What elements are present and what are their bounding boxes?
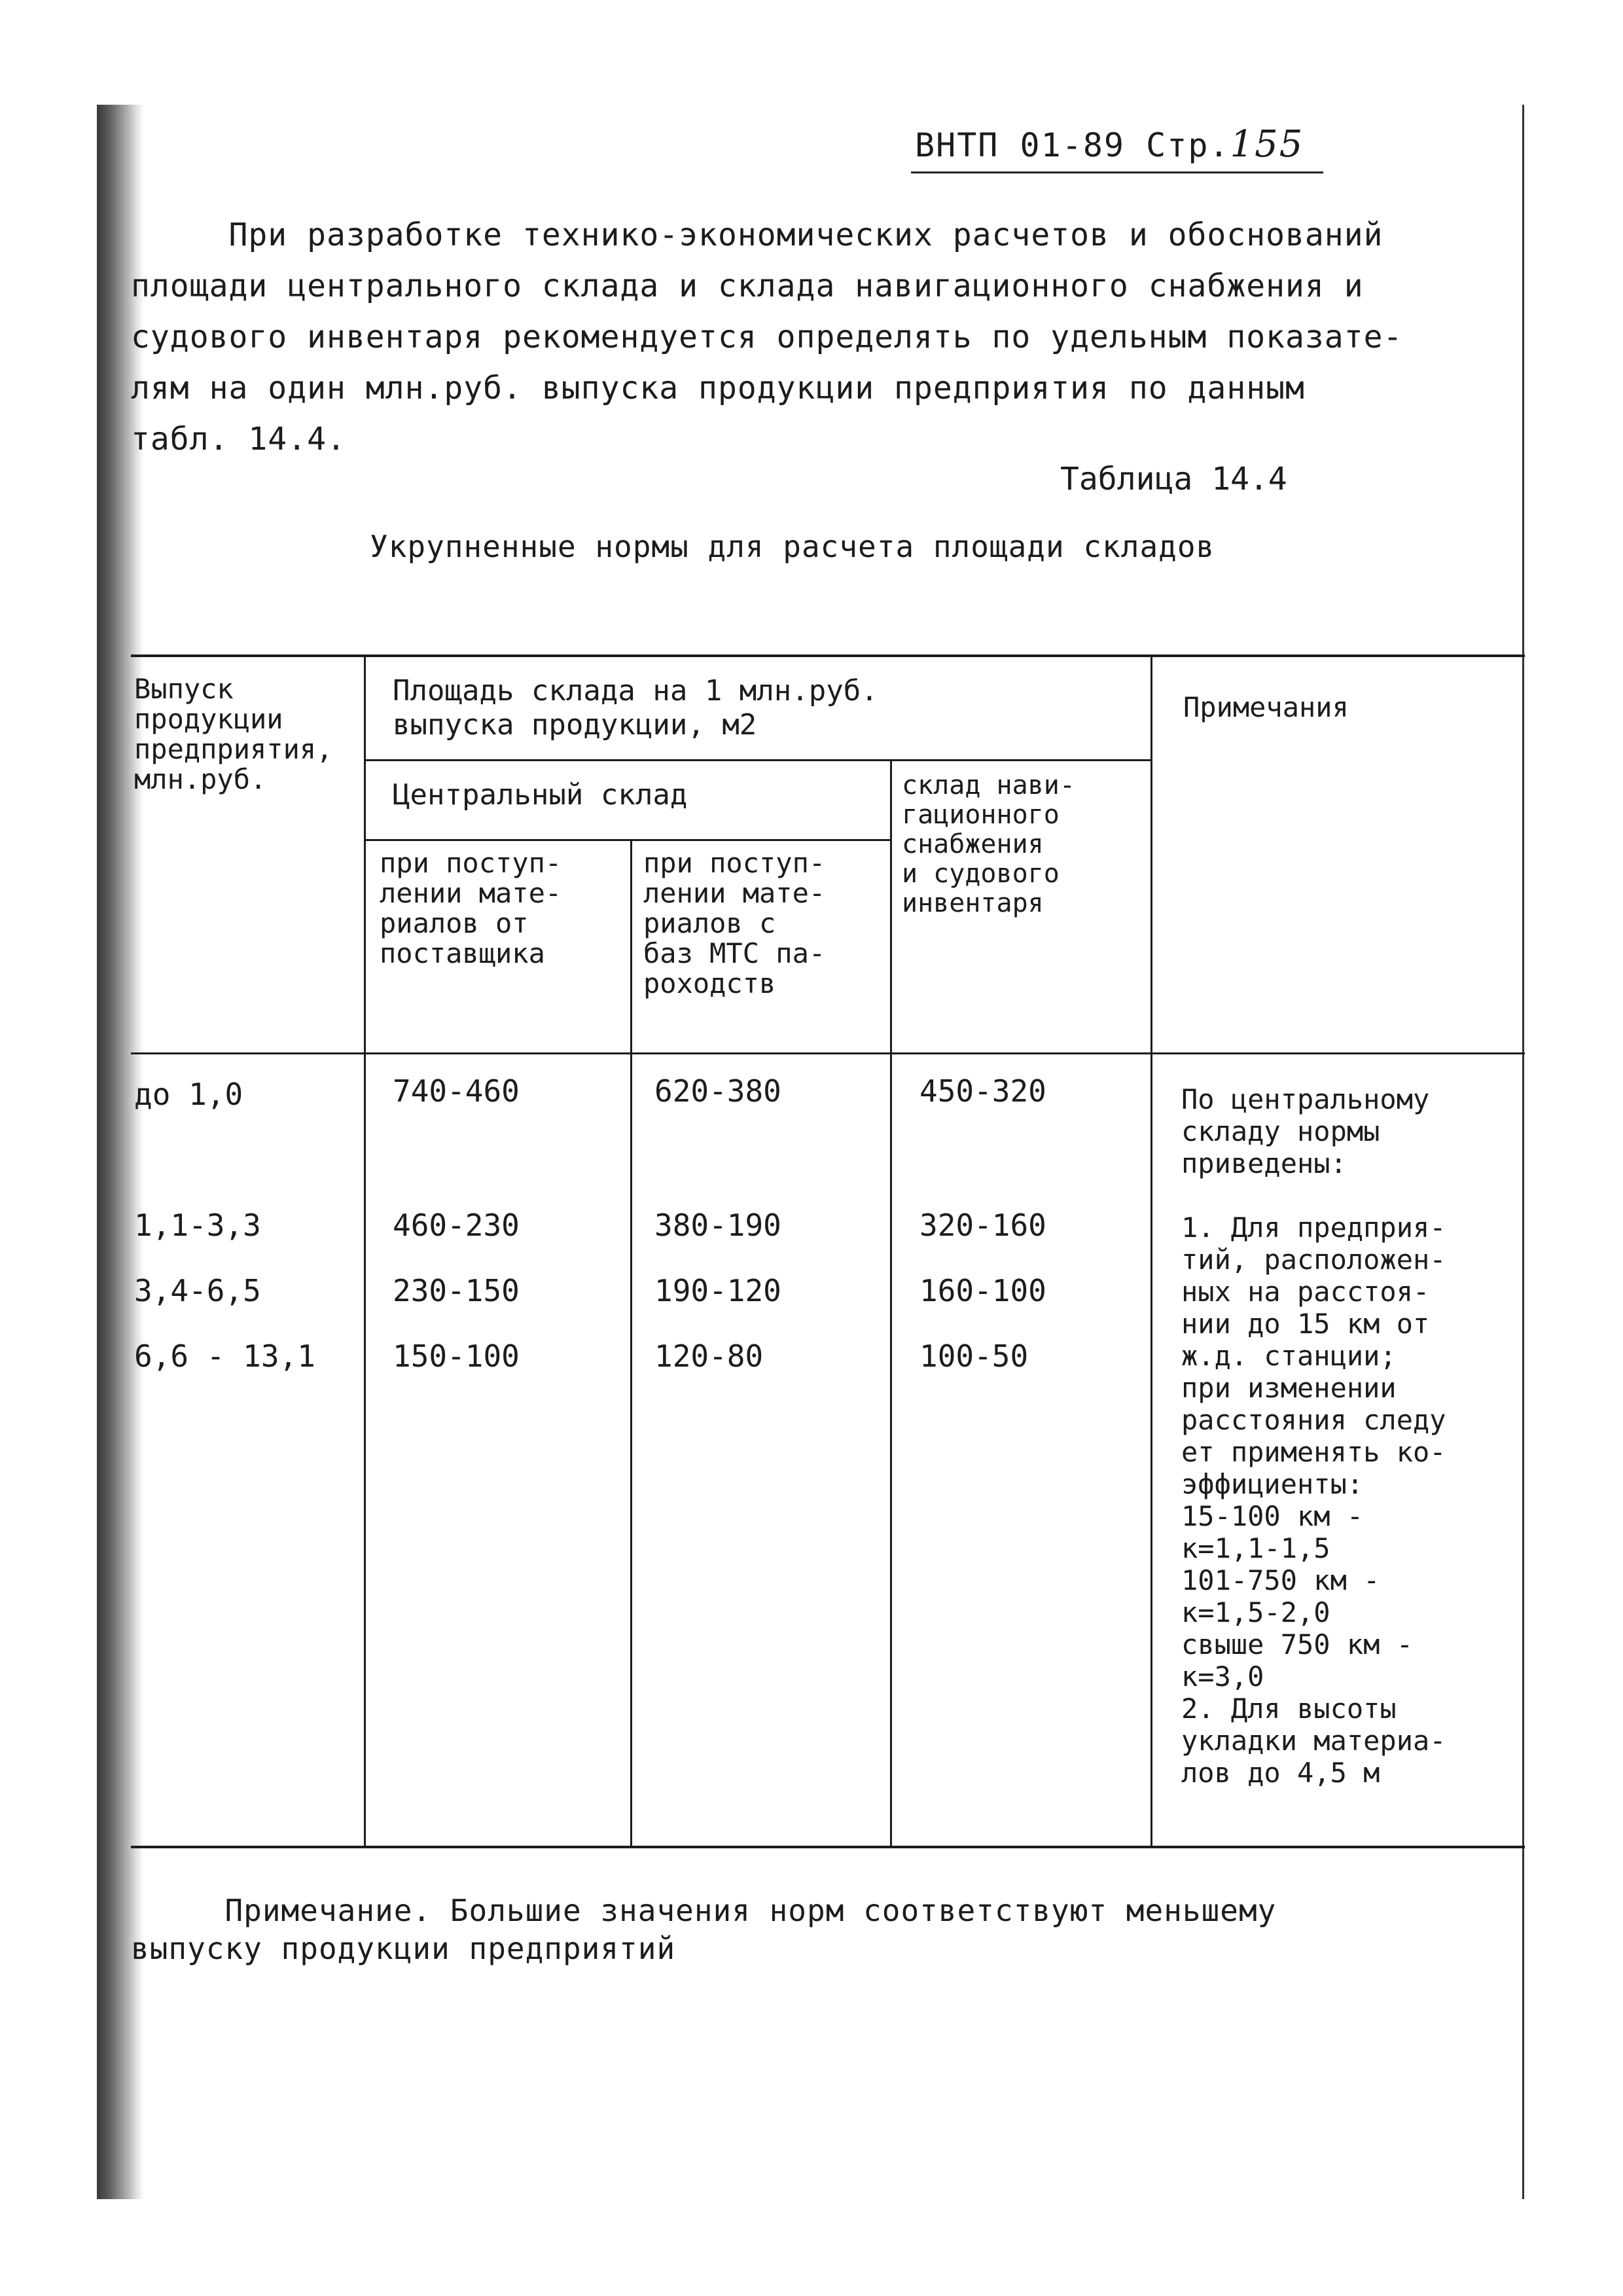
- notes-column-text: По центральному складу нормы приведены: 1. Для предприя- тий, расположен- ных на расстоя- нии до 15 км от ж.д. станции; при изменении расстояния следу ет применять ко- эффициенты: 15-100 км - к=1,1-1,5 101-750 км - к=1,5-2,0 свыше 750 км - к=3,0 2. Для высоты укладки материа- лов до 4,5 м: [1181, 1083, 1446, 1789]
- scan-edge-right: [1522, 105, 1524, 2199]
- footnote: [131, 1892, 1440, 1967]
- row-supplier: 740-460: [393, 1073, 520, 1109]
- row-supplier: 460-230: [393, 1208, 520, 1243]
- header-underline: [911, 171, 1323, 173]
- row-bases: 620-380: [654, 1073, 781, 1109]
- page-number: 155: [1230, 123, 1304, 166]
- paragraph-line: судового инвентаря рекомендуется определять по удельным показате-: [131, 319, 1403, 355]
- paragraph-line: лям на один млн.руб. выпуска продукции предприятия по данным: [131, 370, 1305, 406]
- header-central: Центральный склад: [393, 778, 688, 812]
- col-divider-3: [890, 759, 892, 1847]
- row-nav: 450-320: [919, 1073, 1046, 1109]
- header-output: Выпуск продукции предприятия, млн.руб.: [134, 673, 333, 795]
- footnote-line: выпуску продукции предприятий: [131, 1931, 676, 1966]
- col-divider-4: [1150, 655, 1152, 1847]
- document-code: ВНТП 01-89 Стр.: [915, 126, 1230, 164]
- header-bases: при поступ- лении мате- риалов с баз МТС па- роходств: [643, 847, 826, 999]
- col-divider-1: [364, 655, 366, 1847]
- footnote-line: Примечание. Большие значения норм соответствуют меньшему: [131, 1893, 1277, 1928]
- page-header: [915, 123, 1304, 166]
- row-output: 3,4-6,5: [134, 1273, 261, 1308]
- header-bottom-border: [131, 1052, 1525, 1054]
- header-nav: склад нави- гационного снабжения и судового инвентаря: [902, 770, 1075, 918]
- paragraph-line: табл. 14.4.: [131, 421, 346, 457]
- row-output: до 1,0: [134, 1077, 243, 1112]
- row-nav: 320-160: [919, 1208, 1046, 1243]
- row-nav: 160-100: [919, 1273, 1046, 1308]
- table-bottom-border: [131, 1846, 1525, 1848]
- row-bases: 380-190: [654, 1208, 781, 1243]
- row-nav: 100-50: [919, 1338, 1029, 1374]
- row-bases: 190-120: [654, 1273, 781, 1308]
- intro-paragraph: [131, 209, 1453, 465]
- area-subheader-line: [365, 759, 1152, 761]
- header-supplier: при поступ- лении мате- риалов от поставщика: [380, 847, 562, 969]
- table-caption: Укрупненные нормы для расчета площади складов: [370, 529, 1215, 564]
- row-supplier: 230-150: [393, 1273, 520, 1308]
- row-output: 6,6 - 13,1: [134, 1338, 315, 1374]
- header-area: Площадь склада на 1 млн.руб. выпуска продукции, м2: [393, 674, 878, 742]
- row-output: 1,1-3,3: [134, 1208, 261, 1243]
- central-subheader-line: [365, 839, 892, 841]
- col-divider-2: [630, 839, 632, 1847]
- table-label: Таблица 14.4: [1060, 461, 1287, 497]
- header-notes: Примечания: [1183, 691, 1349, 723]
- row-supplier: 150-100: [393, 1338, 520, 1374]
- paragraph-line: площади центрального склада и склада навигационного снабжения и: [131, 268, 1364, 304]
- paragraph-line: При разработке технико-экономических расчетов и обоснований: [131, 217, 1383, 253]
- table-top-border: [131, 655, 1525, 657]
- row-bases: 120-80: [654, 1338, 764, 1374]
